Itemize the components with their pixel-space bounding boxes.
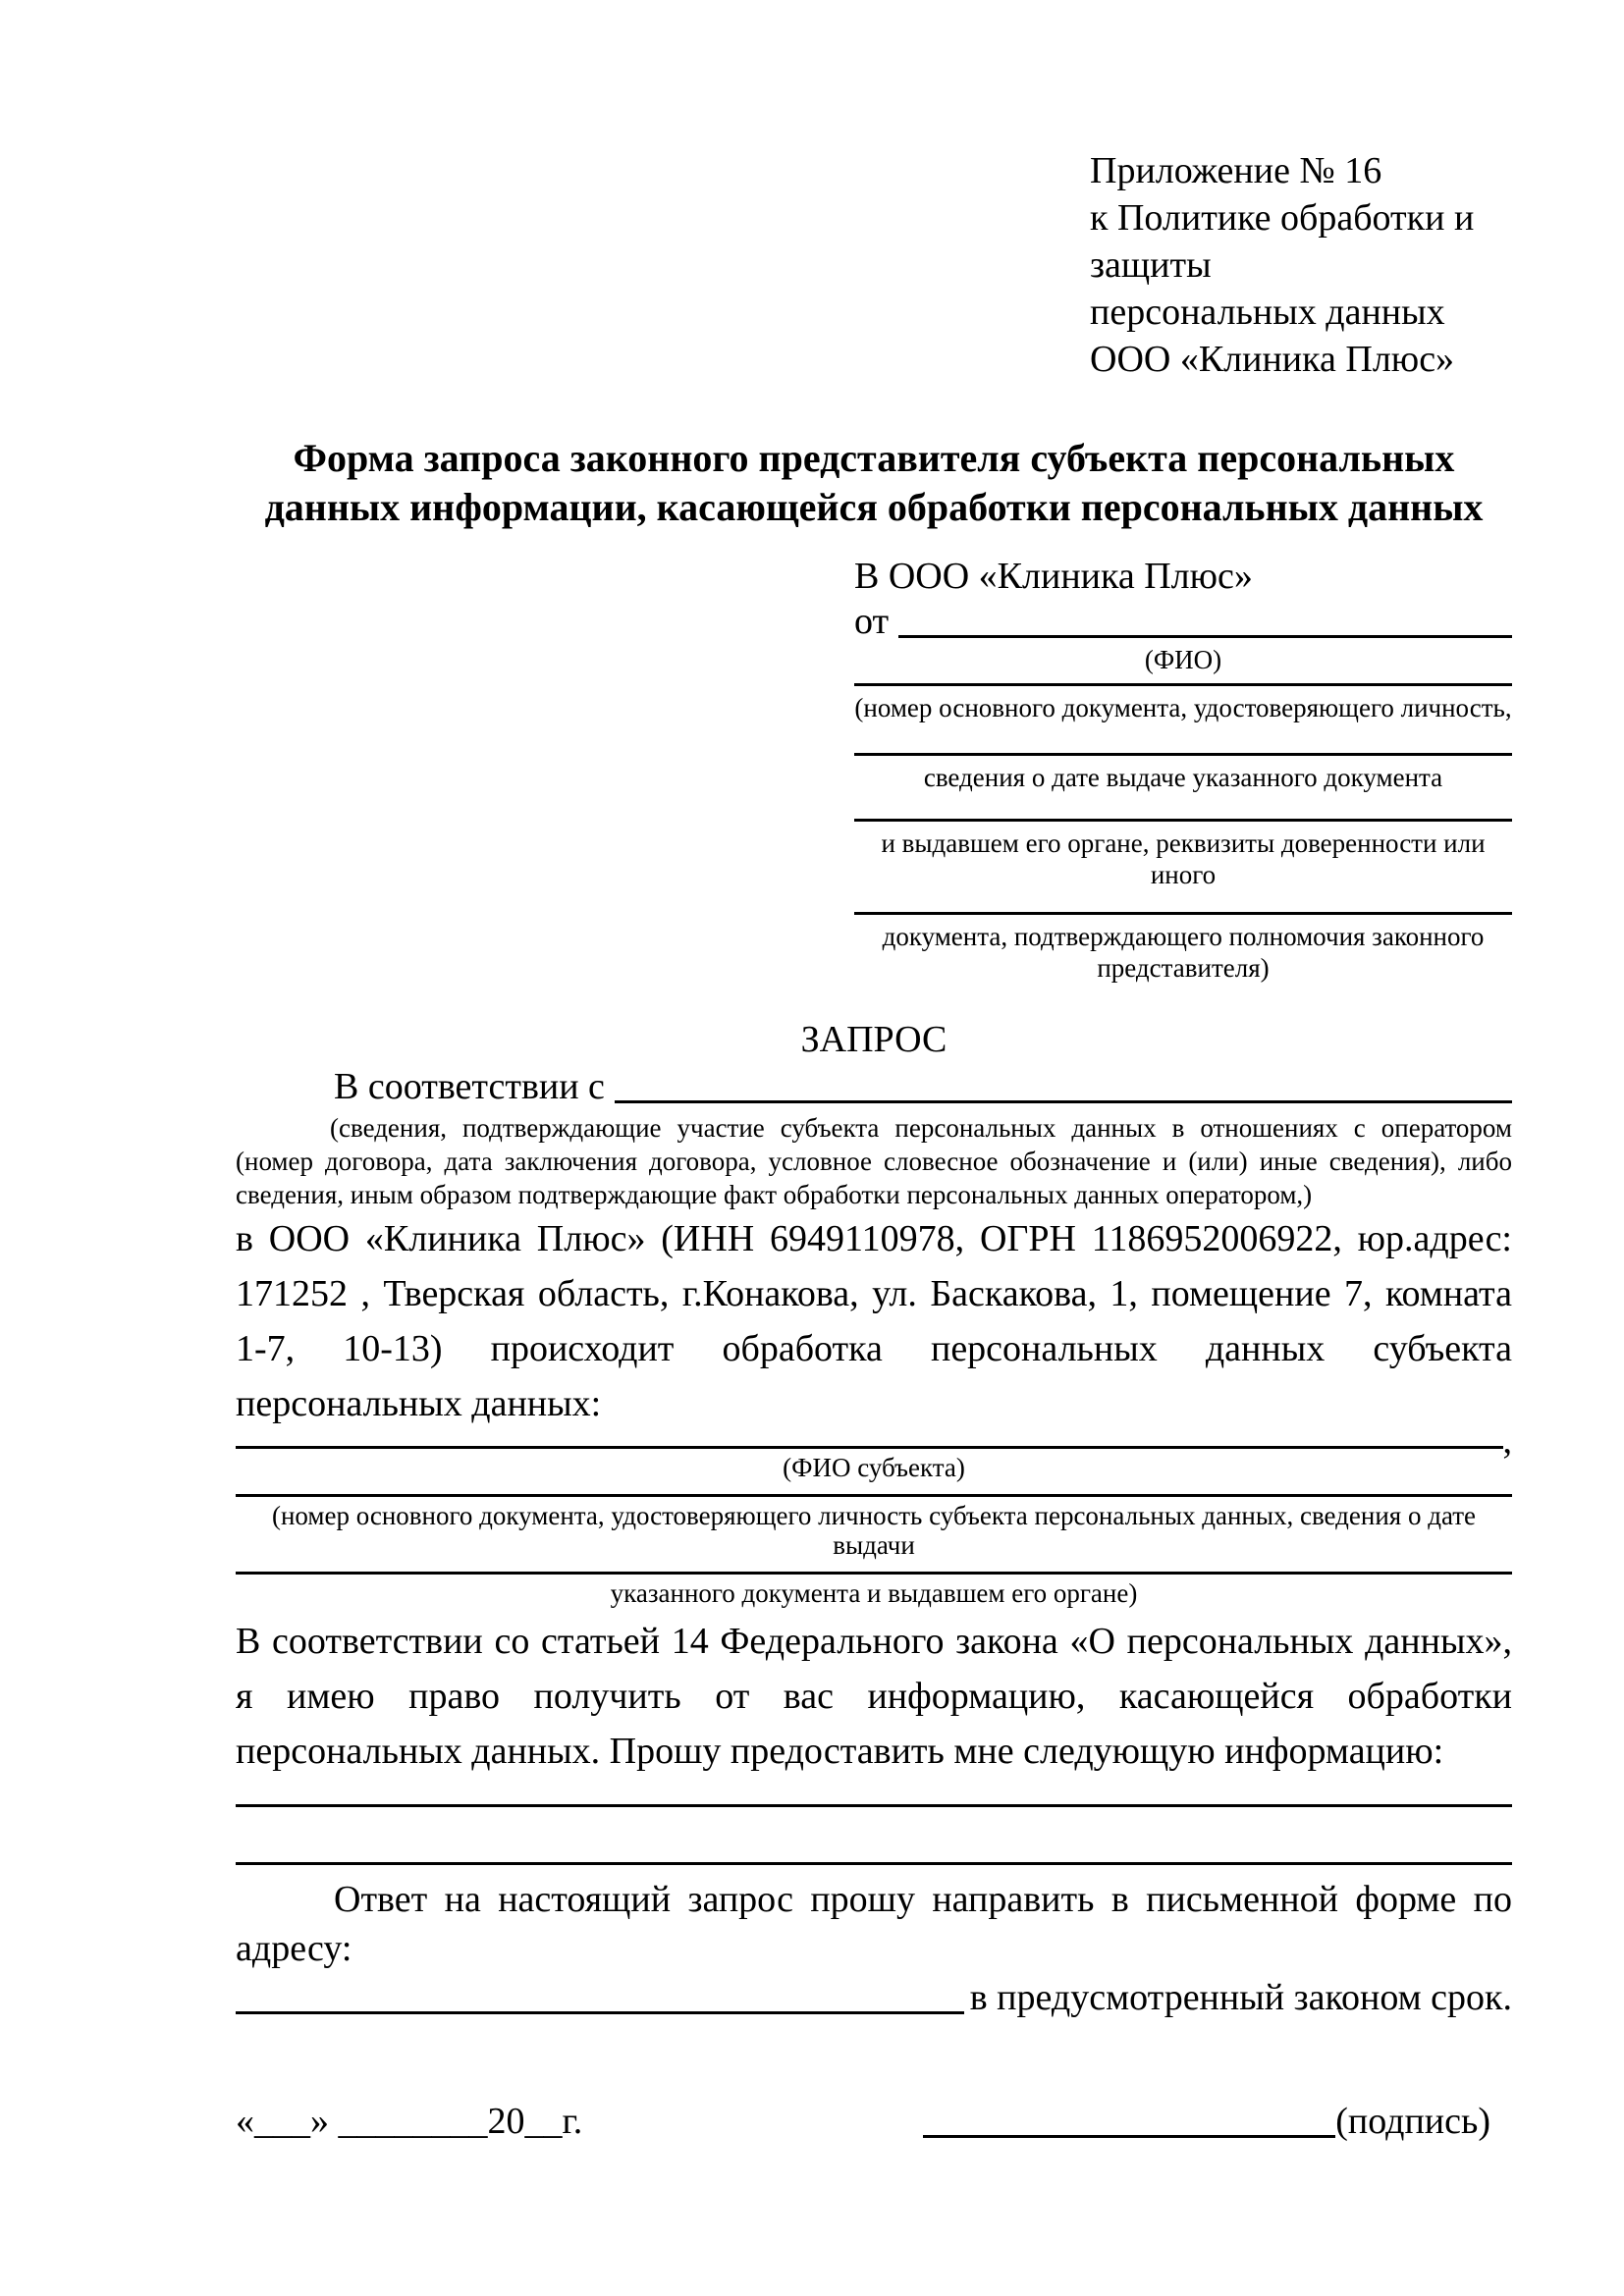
appendix-note-line: к Политике обработки и защиты <box>1090 197 1475 286</box>
blank-caption: указанного документа и выдавшем его органе) <box>610 1578 1138 1608</box>
document-title: Форма запроса законного представителя субъекта персональных данных информации, касающейся обработки персональных данных <box>264 436 1484 529</box>
fio-caption: (ФИО) <box>1144 645 1222 674</box>
request-heading: ЗАПРОС <box>800 1019 947 1060</box>
blank-field-group <box>236 1572 1512 1608</box>
blank-caption: сведения о дате выдаче указанного документа <box>923 763 1443 792</box>
blank-field-group <box>854 912 1512 984</box>
date-blank: «___» ________20__г. <box>236 2101 583 2142</box>
appendix-note-line: Приложение № 16 <box>1090 150 1382 191</box>
appendix-note-line: ООО «Клиника Плюс» <box>1090 339 1455 380</box>
appendix-note-line: персональных данных <box>1090 292 1445 333</box>
blank-field-group <box>854 753 1512 793</box>
signature-caption: (подпись) <box>1335 2101 1490 2142</box>
subject-line-suffix: , <box>1502 1420 1512 1462</box>
law-paragraph: В соответствии со статьей 14 Федерального закона «О персональных данных», я имею право получить от вас информацию, касающейся обработки персональных данных. Прошу предоставить мне следующую информацию: <box>236 1621 1512 1772</box>
from-fill-in-line <box>898 599 1512 638</box>
addressee-from-row <box>854 599 1512 644</box>
from-label: от <box>854 601 890 642</box>
fill-in-line <box>854 753 1512 756</box>
subject-fio-fill-in-line <box>236 1433 1503 1449</box>
reply-paragraph: Ответ на настоящий запрос прошу направить в письменной форме по адресу: <box>236 1879 1512 1969</box>
date-signature-row <box>236 2099 1512 2144</box>
blank-caption: и выдавшем его органе, реквизиты доверенности или иного <box>881 828 1486 889</box>
fill-in-line <box>854 683 1512 686</box>
accordance-label: В соответствии с <box>334 1066 605 1107</box>
addressee-to: В ООО «Клиника Плюс» <box>854 556 1253 597</box>
accordance-caption: (сведения, подтверждающие участие субъекта персональных данных в отношениях с оператором (номер договора, дата заключения договора, условное словесное обозначение и (или) иные сведения), либо сведения, иным образом подтверждающие факт обработки персональных данных оператором,) <box>236 1113 1512 1209</box>
blank-field-group <box>854 819 1512 890</box>
signature-fill-in-line <box>923 2135 1335 2138</box>
blank-caption: (номер основного документа, удостоверяющего личность, <box>854 693 1512 722</box>
subject-fio-caption: (ФИО субъекта) <box>783 1453 965 1482</box>
blank-field-group <box>236 1494 1512 1560</box>
subject-fio-row <box>236 1420 1512 1462</box>
operator-paragraph: в ООО «Клиника Плюс» (ИНН 6949110978, ОГРН 1186952006922, юр.адрес: 171252 , Тверская область, г.Конакова, ул. Баскакова, 1, помещение 7, комната 1-7, 10-13) происходит обработка персональных данных субъекта персональных данных: <box>236 1218 1512 1424</box>
fill-in-line <box>236 1862 1512 1865</box>
fill-in-line <box>236 1804 1512 1807</box>
accordance-row <box>236 1064 1512 1109</box>
appendix-note <box>1090 147 1512 383</box>
blank-field-group <box>854 683 1512 723</box>
document-content <box>236 0 1512 2144</box>
reply-address-fill-in-line <box>236 1973 964 2014</box>
fill-in-line <box>854 912 1512 915</box>
fill-in-line <box>236 1494 1512 1497</box>
fill-in-line <box>854 819 1512 822</box>
accordance-fill-in-line <box>615 1064 1512 1103</box>
reply-suffix: в предусмотренный законом срок. <box>969 1977 1512 2018</box>
fill-in-line <box>236 1572 1512 1575</box>
blank-caption: (номер основного документа, удостоверяющего личность субъекта персональных данных, сведения о дате выдачи <box>271 1501 1477 1560</box>
addressee-block <box>854 554 1512 984</box>
signature-group <box>923 2099 1490 2144</box>
blank-caption: документа, подтверждающего полномочия законного представителя) <box>882 922 1485 983</box>
reply-address-row <box>236 1973 1512 2022</box>
